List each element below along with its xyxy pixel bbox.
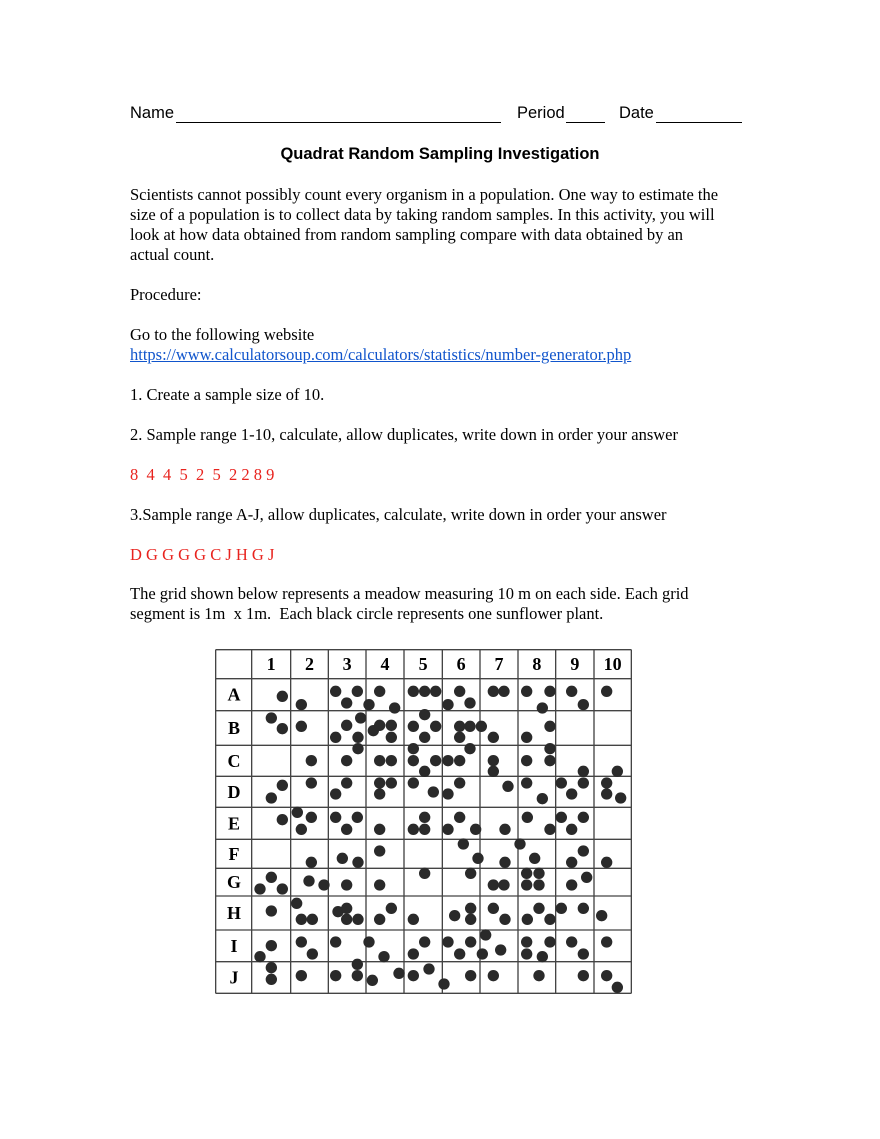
sunflower-dot [306,755,317,766]
sunflower-dot [266,962,277,973]
sunflower-dot [330,686,341,697]
sunflower-dot [499,914,510,925]
sunflower-dot [601,777,612,788]
sunflower-dot [341,879,352,890]
period-field[interactable] [566,122,605,123]
sunflower-dot [578,970,589,981]
sunflower-dot [544,755,555,766]
sunflower-dot [578,903,589,914]
row-label: G [226,872,242,893]
sunflower-dot [254,951,265,962]
sunflower-dot [389,702,400,713]
sunflower-dot [307,914,318,925]
sunflower-dot [408,721,419,732]
sunflower-dot [533,868,544,879]
date-field[interactable] [656,122,742,123]
sunflower-dot [537,793,548,804]
sunflower-dot [578,948,589,959]
column-label: 8 [532,654,542,674]
sunflower-dot [578,699,589,710]
sunflower-dot [442,755,453,766]
sunflower-dot [488,686,499,697]
sunflower-dot [296,970,307,981]
sunflower-dot [374,777,385,788]
sunflower-dot [318,879,329,890]
sunflower-dot [386,732,397,743]
step-2: 2. Sample range 1-10, calculate, allow duplicates, write down in order your answer [130,425,678,444]
sunflower-dot [266,974,277,985]
sunflower-dot [428,786,439,797]
sunflower-dot [566,879,577,890]
sunflower-dot [442,699,453,710]
sunflower-dot [522,914,533,925]
sunflower-dot [352,743,363,754]
sunflower-dot [544,721,555,732]
sunflower-dot [566,936,577,947]
sunflower-dot [581,872,592,883]
sunflower-dot [266,872,277,883]
sunflower-dot [521,936,532,947]
period-label: Period [517,104,565,122]
sunflower-dot [266,792,277,803]
sunflower-dot [291,898,302,909]
sunflower-dot [337,853,348,864]
sunflower-dot [472,853,483,864]
sunflower-dot [454,686,465,697]
goto-text: Go to the following website [130,325,315,344]
sunflower-dot [419,686,430,697]
intro-line: actual count. [130,245,215,264]
sunflower-dot [521,868,532,879]
sunflower-dot [612,982,623,993]
sunflower-dot [499,857,510,868]
sunflower-dot [341,903,352,914]
sunflower-dot [454,721,465,732]
sunflower-dot [601,857,612,868]
column-label: 1 [266,654,276,674]
row-label: D [227,781,241,802]
sunflower-dot [601,970,612,981]
sunflower-dot [454,812,465,823]
sunflower-dot [386,903,397,914]
grid-description: segment is 1m x 1m. Each black circle represents one sunflower plant. [130,604,604,623]
sunflower-dot [277,780,288,791]
column-label: 7 [494,654,504,674]
sunflower-dot [521,777,532,788]
intro-line: size of a population is to collect data by taking random samples. In this activity, you will [130,205,715,224]
sunflower-dot [464,697,475,708]
sunflower-dot [464,721,475,732]
column-label: 4 [380,654,390,674]
sunflower-dot [419,868,430,879]
sunflower-dot [442,936,453,947]
name-field[interactable] [176,122,501,123]
sunflower-dot [454,948,465,959]
sunflower-dot [341,755,352,766]
sunflower-dot [296,824,307,835]
sunflower-dot [374,755,385,766]
sunflower-dot [408,743,419,754]
sunflower-dot [566,824,577,835]
sunflower-dot [254,883,265,894]
column-label: 2 [305,654,314,674]
sunflower-dot [477,948,488,959]
column-label: 5 [418,654,428,674]
sunflower-dot [303,875,314,886]
sunflower-dot [521,686,532,697]
sunflower-dot [430,755,441,766]
sunflower-dot [537,702,548,713]
sunflower-dot [378,951,389,962]
sunflower-dot [465,936,476,947]
sunflower-dot [306,812,317,823]
intro-line: look at how data obtained from random sampling compare with data obtained by an [130,225,684,244]
sunflower-dot [386,720,397,731]
sunflower-dot [430,686,441,697]
sunflower-dot [306,777,317,788]
meadow-grid [214,648,634,998]
sunflower-dot [454,755,465,766]
sunflower-dot [408,686,419,697]
sunflower-dot [352,959,363,970]
document-title: Quadrat Random Sampling Investigation [280,145,600,163]
sunflower-dot [438,978,449,989]
sunflower-dot [341,777,352,788]
step-3-answer: D G G G G C J H G J [130,545,275,564]
row-label: A [227,684,241,705]
sunflower-dot [615,792,626,803]
sunflower-dot [296,914,307,925]
sunflower-dot [330,732,341,743]
sunflower-dot [578,777,589,788]
sunflower-dot [458,838,469,849]
sunflower-dot [533,970,544,981]
sunflower-dot [386,777,397,788]
sunflower-dot [419,709,430,720]
sunflower-dot [529,853,540,864]
sunflower-dot [292,807,303,818]
step-3: 3.Sample range A-J, allow duplicates, calculate, write down in order your answer [130,505,667,524]
sunflower-dot [330,936,341,947]
column-label: 9 [570,654,580,674]
number-generator-link[interactable]: https://www.calculatorsoup.com/calculators/statistics/number-generator.php [130,345,632,364]
sunflower-dot [341,914,352,925]
sunflower-dot [464,743,475,754]
sunflower-dot [277,723,288,734]
date-label: Date [619,104,654,122]
sunflower-dot [306,857,317,868]
sunflower-dot [419,732,430,743]
sunflower-dot [352,732,363,743]
sunflower-dot [408,824,419,835]
sunflower-dot [544,743,555,754]
sunflower-dot [386,755,397,766]
sunflower-dot [374,788,385,799]
sunflower-dot [307,948,318,959]
sunflower-dot [408,755,419,766]
sunflower-dot [408,914,419,925]
sunflower-dot [612,766,623,777]
sunflower-dot [419,936,430,947]
sunflower-dot [578,766,589,777]
sunflower-dot [277,691,288,702]
sunflower-dot [355,712,366,723]
row-label: F [228,843,240,864]
sunflower-dot [330,812,341,823]
sunflower-dot [367,975,378,986]
sunflower-dot [556,812,567,823]
sunflower-dot [363,699,374,710]
sunflower-dot [266,905,277,916]
sunflower-dot [566,686,577,697]
sunflower-dot [465,868,476,879]
name-label: Name [130,104,175,122]
sunflower-dot [521,879,532,890]
sunflower-dot [502,781,513,792]
sunflower-dot [296,936,307,947]
sunflower-dot [330,970,341,981]
sunflower-dot [296,699,307,710]
sunflower-dot [521,732,532,743]
procedure-heading: Procedure: [130,285,202,304]
sunflower-dot [578,845,589,856]
sunflower-dot [556,777,567,788]
sunflower-dot [566,788,577,799]
row-label: I [230,935,238,956]
sunflower-dot [498,686,509,697]
sunflower-dot [454,732,465,743]
sunflower-dot [352,812,363,823]
sunflower-dot [544,936,555,947]
sunflower-dot [465,914,476,925]
sunflower-dot [330,788,341,799]
sunflower-dot [341,720,352,731]
sunflower-dot [454,777,465,788]
sunflower-dot [566,857,577,868]
sunflower-dot [408,777,419,788]
sunflower-dot [537,951,548,962]
sunflower-dot [374,720,385,731]
sunflower-dot [352,970,363,981]
sunflower-dot [419,824,430,835]
sunflower-dot [408,948,419,959]
sunflower-dot [521,948,532,959]
sunflower-dot [442,788,453,799]
intro-line: Scientists cannot possibly count every organism in a population. One way to estimate the [130,185,719,204]
step-1: 1. Create a sample size of 10. [130,385,325,404]
sunflower-dot [533,879,544,890]
sunflower-dot [374,879,385,890]
sunflower-dot [419,812,430,823]
sunflower-dot [430,721,441,732]
sunflower-dot [393,968,404,979]
sunflower-dot [480,929,491,940]
sunflower-dot [488,766,499,777]
sunflower-dot [476,721,487,732]
row-label: H [226,903,242,923]
sunflower-dot [374,824,385,835]
sunflower-dot [374,914,385,925]
sunflower-dot [363,936,374,947]
sunflower-dot [374,845,385,856]
row-label: B [227,718,241,738]
sunflower-dot [449,910,460,921]
sunflower-dot [488,879,499,890]
step-2-answer: 8 4 4 5 2 5 2 2 8 9 [130,465,275,484]
sunflower-dot [419,766,430,777]
row-label: E [227,813,241,834]
sunflower-dot [465,903,476,914]
sunflower-dot [601,936,612,947]
sunflower-dot [544,686,555,697]
sunflower-dot [596,910,607,921]
sunflower-dot [465,970,476,981]
sunflower-dot [601,788,612,799]
sunflower-dot [442,824,453,835]
sunflower-dot [488,755,499,766]
sunflower-dot [498,879,509,890]
column-label: 6 [456,654,466,674]
row-label: C [227,750,241,771]
sunflower-dot [488,903,499,914]
grid-description: The grid shown below represents a meadow measuring 10 m on each side. Each grid [130,584,689,603]
sunflower-dot [470,824,481,835]
sunflower-dot [544,914,555,925]
column-label: 3 [342,654,352,674]
sunflower-dot [488,970,499,981]
column-label: 10 [603,654,622,674]
sunflower-dot [522,812,533,823]
sunflower-dot [533,903,544,914]
sunflower-dot [277,883,288,894]
sunflower-dot [423,963,434,974]
sunflower-dot [352,914,363,925]
sunflower-dot [556,903,567,914]
sunflower-dot [521,755,532,766]
sunflower-dot [488,732,499,743]
sunflower-dot [341,697,352,708]
sunflower-dot [374,686,385,697]
sunflower-dot [408,970,419,981]
sunflower-dot [499,824,510,835]
sunflower-dot [352,686,363,697]
sunflower-dot [514,838,525,849]
sunflower-dot [601,686,612,697]
sunflower-dot [578,812,589,823]
sunflower-dot [266,712,277,723]
row-label: J [229,967,239,988]
sunflower-dot [266,940,277,951]
sunflower-dot [341,824,352,835]
sunflower-dot [495,944,506,955]
sunflower-dot [352,857,363,868]
sunflower-dot [296,721,307,732]
sunflower-dot [277,814,288,825]
sunflower-dot [544,824,555,835]
